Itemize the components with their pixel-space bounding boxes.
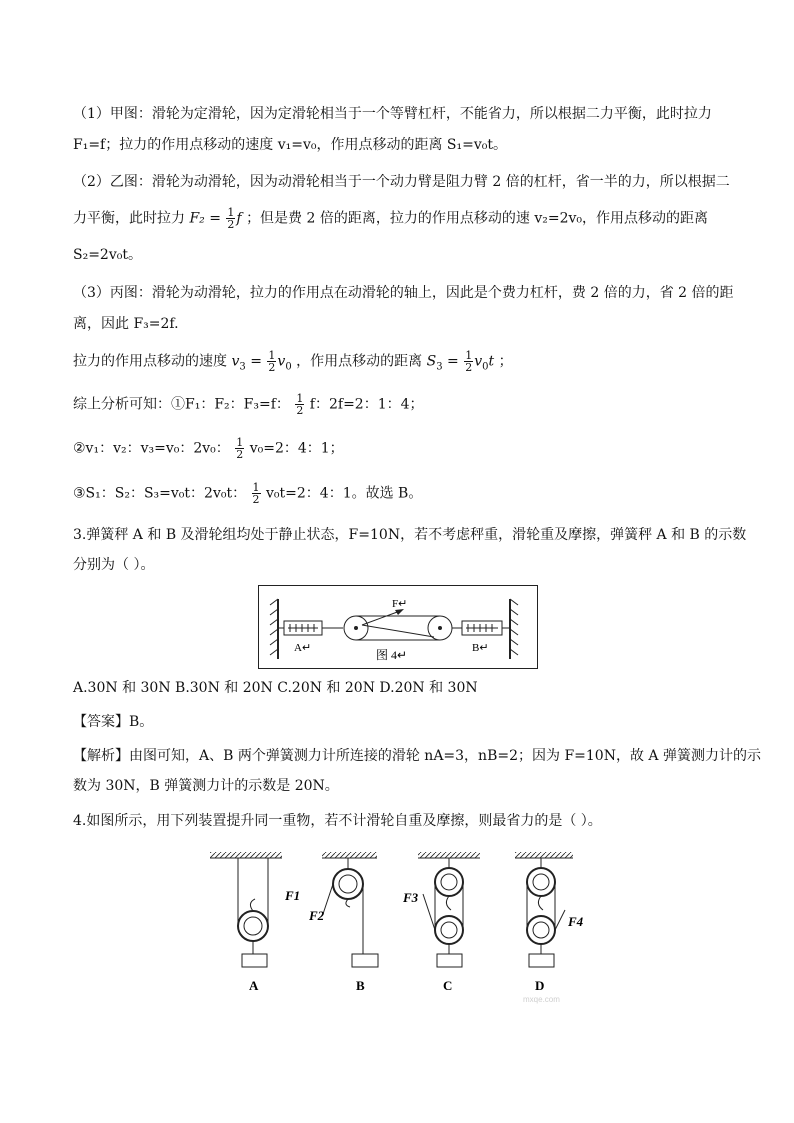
fraction-half: $\frac{1}{2}$ [465,349,473,374]
q3-answer: 【答案】B。 [73,714,154,730]
p2-line-c: S₂=2v₀t。 [73,247,142,263]
q3-analysis-b: 数为 30N，B 弹簧测力计的示数是 20N。 [73,778,339,794]
setup-b [308,852,378,993]
p2-text-pre: 力平衡，此时拉力 [73,210,185,227]
fig4-caption: 图 4↵ [376,648,408,662]
summary-line-2: ②v₁：v₂：v₃=v₀：2v₀： $\frac{1}{2}$ v₀=2：4：1； [73,436,344,461]
p3-text-pre: 拉力的作用点移动的速度 [73,353,227,370]
p2-line-a: （2）乙图：滑轮为动滑轮，因为动滑轮相当于一个动力臂是阻力臂 2 倍的杠杆，省一半的力，所以根据二 [73,174,730,190]
fraction-half: $\frac{1}{2}$ [236,436,244,461]
p1-line-b: F₁=f；拉力的作用点移动的速度 v₁=v₀，作用点移动的距离 S₁=v₀t。 [73,137,507,153]
p3-text-mid: ，作用点移动的距离 [296,353,423,370]
q3-line-b: 分别为（ ）。 [73,557,155,573]
setup-d [515,852,584,993]
p3-line-a: （3）丙图：滑轮为动滑轮，拉力的作用点在动滑轮的轴上，因此是个费力杠杆，费 2 倍的力，省 2 倍的距 [73,285,734,301]
fraction-half: $\frac{1}{2}$ [296,392,304,417]
figure-4-pulley-diagram [258,585,538,669]
fig4-label-b: B↵ [472,642,489,654]
setup-label-d: D [535,978,545,993]
q4-text: 4.如图所示，用下列装置提升同一重物，若不计滑轮自重及摩擦，则最省力的是（ ）。 [73,813,602,829]
p1-line-a: （1）甲图：滑轮为定滑轮，因为定滑轮相当于一个等臂杠杆，不能省力，所以根据二力平衡，此时拉力 [73,106,712,122]
fig4-label-f: F↵ [392,598,408,610]
summary-line-1: 综上分析可知：①F₁：F₂：F₃=f： $\frac{1}{2}$ f：2f=2：1：4； [73,392,424,417]
p3-line-c: 拉力的作用点移动的速度 $v_3$ = $\frac{1}{2}$ $v_0$ ，作用点移动的距离 $S_3$ = $\frac{1}{2}$ $v_0t$ ； [73,349,513,374]
p2-text-post: ；但是费 2 倍的距离，拉力的作用点移动的速 v₂=2v₀，作用点移动的距离 [246,210,708,227]
figure-q4-pulley-setups [205,848,605,1004]
p2-eq: F₂ = [189,210,221,227]
force-label-c: F3 [403,890,419,905]
q3-options: A.30N 和 30N B.30N 和 20N C.20N 和 20N D.20N 和 30N [73,680,478,696]
watermark: mxqe.com [523,995,560,1004]
fraction-half: $\frac{1}{2}$ [227,206,235,231]
setup-label-c: C [443,978,453,993]
fraction-half: $\frac{1}{2}$ [252,481,260,506]
force-label-d: F4 [568,914,584,929]
summary-line-3: ③S₁：S₂：S₃=v₀t：2v₀t： $\frac{1}{2}$ v₀t=2：4：1。故选 B。 [73,481,423,506]
force-label-a: F1 [285,888,301,903]
q3-analysis-a: 【解析】由图可知，A、B 两个弹簧测力计所连接的滑轮 nA=3，nB=2；因为 F=10N，故 A 弹簧测力计的示 [73,748,761,764]
p3-line-b: 离，因此 F₃=2f. [73,316,179,332]
setup-label-a: A [249,978,259,993]
setup-a [210,852,300,993]
p3-text-post: ； [498,353,513,370]
fraction-half: $\frac{1}{2}$ [268,349,276,374]
force-label-b: F2 [309,908,325,923]
p2-line-b: 力平衡，此时拉力 F₂ = $\frac{1}{2}$ f ；但是费 2 倍的距离，拉力的作用点移动的速 v₂=2v₀，作用点移动的距离 [73,206,708,231]
fig4-label-a: A↵ [294,642,312,654]
setup-label-b: B [356,978,365,993]
q3-line-a: 3.弹簧秤 A 和 B 及滑轮组均处于静止状态，F=10N，若不考虑秤重，滑轮重及摩擦，弹簧秤 A 和 B 的示数 [73,527,747,543]
setup-c [402,852,480,993]
